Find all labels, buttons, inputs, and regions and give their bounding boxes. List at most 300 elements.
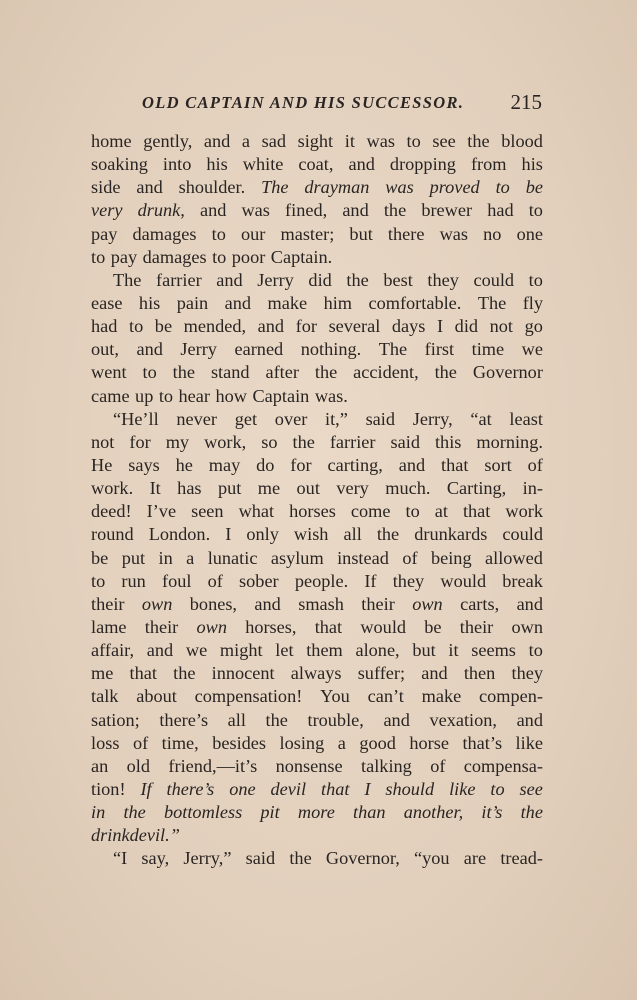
word: Captain [252, 385, 310, 406]
word: and [216, 269, 243, 290]
word: much. [385, 478, 431, 499]
word: they [511, 663, 543, 684]
word: people. [294, 570, 349, 591]
word: the [346, 269, 369, 290]
word: alone, [355, 640, 400, 661]
word: damages [132, 223, 197, 244]
word: after [265, 362, 299, 383]
word: me [257, 478, 281, 499]
word: talking [361, 755, 412, 776]
word: work [505, 501, 543, 522]
word: being [430, 547, 472, 568]
word: that [441, 454, 469, 475]
word: they [427, 269, 459, 290]
word: would [360, 616, 407, 637]
word: at [434, 501, 448, 522]
word: sad [261, 131, 286, 151]
word: first [424, 339, 455, 360]
word: the [265, 709, 288, 730]
word: to [128, 316, 144, 337]
word: all [227, 709, 246, 730]
word: lunatic [207, 547, 258, 568]
word: and [516, 593, 543, 614]
word: pay [110, 246, 138, 267]
word: The [378, 339, 408, 360]
word: only [246, 524, 279, 545]
word: in- [522, 478, 543, 499]
word: old [126, 755, 151, 776]
word: the [289, 848, 312, 869]
word: carting, [327, 454, 383, 475]
word: did [454, 316, 479, 337]
word: work. [91, 478, 134, 499]
word: Jerry [257, 269, 294, 290]
word: The [477, 292, 507, 313]
word: be [154, 316, 173, 337]
word: “at [470, 408, 492, 429]
word: it’s [481, 802, 503, 823]
word: may [208, 454, 241, 475]
word: would [440, 570, 487, 591]
word: pain [176, 292, 209, 313]
word: them [306, 640, 343, 661]
word: horses, [245, 616, 297, 637]
word: sort [484, 454, 512, 475]
word: to [528, 269, 543, 290]
text-line [91, 662, 543, 685]
text-line [91, 801, 543, 824]
word: brewer [421, 200, 473, 221]
word: to [91, 570, 106, 591]
word: says [128, 454, 160, 475]
word: drunkards [414, 524, 488, 545]
text-line [91, 547, 543, 570]
word: a [241, 131, 251, 151]
word: The [113, 269, 142, 290]
word: than [353, 802, 386, 823]
word: pit [260, 802, 280, 823]
word: If [140, 778, 152, 799]
word: the [383, 200, 407, 221]
word: about [136, 686, 177, 707]
word: I’ve [146, 501, 177, 522]
word: devil [270, 778, 307, 799]
word: the [434, 362, 457, 383]
word: my [165, 431, 190, 452]
word: then [463, 663, 496, 684]
word: see [432, 131, 456, 151]
word: white [242, 154, 284, 175]
word: and [348, 154, 375, 175]
word: good [359, 732, 396, 753]
word: we [521, 339, 543, 360]
word: put [217, 478, 242, 499]
word: into [162, 154, 192, 175]
word: it,” [325, 408, 348, 429]
word: and [257, 316, 285, 337]
word: said [365, 408, 396, 429]
word: Governor [472, 362, 543, 383]
word: “He’ll [113, 408, 159, 429]
word: that [320, 778, 350, 799]
word: soaking [91, 154, 148, 175]
word: like [449, 778, 476, 799]
text-line [91, 130, 543, 153]
word: own [141, 593, 173, 614]
word: not [91, 431, 115, 452]
text-line [91, 593, 543, 616]
text-line [91, 361, 543, 384]
page-number: 215 [510, 90, 542, 114]
word: smash [298, 593, 344, 614]
text-line [91, 269, 543, 292]
word: The [261, 177, 289, 198]
word: nothing. [300, 339, 362, 360]
word: him [323, 292, 353, 313]
word: to [405, 501, 420, 522]
word: it [448, 640, 459, 661]
word: no [483, 223, 502, 244]
word: their [459, 616, 494, 637]
word: compensa- [463, 755, 543, 776]
word: was [439, 223, 469, 244]
word: loss [91, 732, 120, 753]
text-line [91, 477, 543, 500]
word: are [463, 848, 487, 869]
text-line [91, 315, 543, 338]
body-text [91, 130, 543, 871]
word: their [91, 593, 125, 614]
word: seen [191, 501, 224, 522]
word: friend,—it’s [168, 755, 258, 776]
word: always [290, 663, 342, 684]
word: to [91, 246, 106, 267]
word: the [173, 663, 196, 684]
text-line [91, 778, 543, 801]
word: of [402, 547, 418, 568]
word: that [462, 501, 491, 522]
word: side [91, 177, 121, 198]
word: the [520, 802, 543, 823]
word: and [203, 131, 231, 151]
word: the [172, 362, 195, 383]
word: and [199, 200, 227, 221]
word: Captain. [270, 246, 333, 267]
word: London. [148, 524, 211, 545]
word: to [211, 223, 226, 244]
word: see [519, 778, 543, 799]
word: never [176, 408, 218, 429]
word: and [383, 709, 410, 730]
word: an [91, 755, 109, 776]
word: in [91, 802, 106, 823]
word: the [292, 431, 315, 452]
word: least [509, 408, 543, 429]
text-line [91, 292, 543, 315]
word: and [398, 454, 426, 475]
word: we [185, 640, 208, 661]
word: and [421, 663, 448, 684]
word: was [241, 200, 270, 221]
word: and [224, 292, 252, 313]
word: You [320, 686, 350, 707]
word: run [121, 570, 146, 591]
word: went [91, 362, 127, 383]
word: stand [210, 362, 250, 383]
word: tion! [91, 778, 126, 799]
word: besides [212, 732, 267, 753]
word: Jerry [180, 339, 217, 360]
word: If [364, 570, 377, 591]
word: bones, [189, 593, 238, 614]
word: said [245, 848, 276, 869]
word: of [527, 454, 543, 475]
word: for [129, 431, 151, 452]
text-line [91, 709, 543, 732]
word: how [215, 385, 247, 406]
word: do [256, 454, 275, 475]
word: compen- [479, 686, 543, 707]
word: I [225, 524, 232, 545]
word: time [471, 339, 505, 360]
word: “I [113, 848, 128, 869]
word: drayman [304, 177, 370, 198]
word: own [412, 593, 443, 614]
word: there [387, 223, 425, 244]
word: for [290, 454, 312, 475]
word: all [343, 524, 362, 545]
word: fined, [285, 200, 328, 221]
word: trouble, [307, 709, 364, 730]
word: say, [141, 848, 170, 869]
word: damages [142, 246, 207, 267]
word: be [525, 177, 543, 198]
word: said [390, 431, 420, 452]
word: I [437, 316, 444, 337]
word: might [219, 640, 263, 661]
word: go [524, 316, 543, 337]
word: did [308, 269, 332, 290]
word: up [135, 385, 154, 406]
word: put [121, 547, 146, 568]
word: bottomless [163, 802, 243, 823]
word: their [361, 593, 395, 614]
word: there’s [166, 778, 215, 799]
word: of [207, 570, 223, 591]
word: in [158, 547, 173, 568]
word: earned [234, 339, 284, 360]
word: mended, [183, 316, 247, 337]
word: and [254, 593, 281, 614]
word: make [267, 292, 308, 313]
text-line [91, 199, 543, 222]
word: he [175, 454, 193, 475]
word: more [297, 802, 335, 823]
word: accident, [353, 362, 419, 383]
word: the [123, 802, 146, 823]
word: horses [289, 501, 336, 522]
word: a [337, 732, 346, 753]
word: had [91, 316, 118, 337]
word: the [314, 362, 338, 383]
word: out [296, 478, 320, 499]
word: to [528, 200, 543, 221]
word: pay [91, 223, 118, 244]
word: over [274, 408, 308, 429]
text-line [91, 847, 543, 870]
word: own [511, 616, 543, 637]
word: out, [91, 339, 119, 360]
word: master; [280, 223, 335, 244]
word: their [144, 616, 179, 637]
word: break [502, 570, 543, 591]
text-line [91, 824, 543, 847]
word: wish [293, 524, 329, 545]
word: best [383, 269, 413, 290]
word: the [376, 524, 400, 545]
word: shoulder. [178, 177, 246, 198]
word: lame [91, 616, 127, 637]
word: deed! [91, 501, 132, 522]
word: another, [403, 802, 464, 823]
word: come [350, 501, 391, 522]
word: to [528, 640, 543, 661]
word: what [238, 501, 275, 522]
word: sight [297, 131, 334, 151]
word: farrier [156, 269, 202, 290]
word: has [177, 478, 202, 499]
word: came [91, 385, 130, 406]
word: can’t [367, 686, 404, 707]
word: a [186, 547, 195, 568]
word: suffer; [357, 663, 406, 684]
text-line [91, 639, 543, 662]
word: days [391, 316, 426, 337]
word: and [136, 177, 163, 198]
word: drink [91, 825, 130, 846]
word: his [521, 154, 543, 175]
text-line [91, 153, 543, 176]
word: ease [91, 292, 123, 313]
word: sation; [91, 709, 140, 730]
page-header [90, 90, 542, 120]
word: from [470, 154, 507, 175]
word: affair, [91, 640, 135, 661]
word: to [212, 246, 227, 267]
word: I [364, 778, 371, 799]
word: to [142, 362, 157, 383]
word: was [366, 131, 395, 151]
word: let [275, 640, 294, 661]
word: that’s [462, 732, 503, 753]
word: morning. [476, 431, 543, 452]
word: home [91, 131, 132, 151]
word: could [473, 269, 515, 290]
word: our [240, 223, 266, 244]
word: very [336, 478, 369, 499]
word: innocent [211, 663, 275, 684]
word: horse [409, 732, 449, 753]
word: blood [501, 131, 543, 151]
word: Jerry, [412, 408, 453, 429]
word: like [515, 732, 543, 753]
text-line [91, 500, 543, 523]
text-line [91, 570, 543, 593]
word: several [328, 316, 381, 337]
word: not [489, 316, 513, 337]
word: they [392, 570, 425, 591]
word: work, [204, 431, 247, 452]
text-line [91, 431, 543, 454]
word: farrier [329, 431, 376, 452]
word: vexation, [429, 709, 497, 730]
word: dropping [389, 154, 456, 175]
word: of [430, 755, 446, 776]
word: his [206, 154, 228, 175]
word: one [229, 778, 256, 799]
word: drunk, [137, 200, 185, 221]
word: make [421, 686, 462, 707]
word: talk [91, 686, 119, 707]
word: It [149, 478, 161, 499]
word: hear [178, 385, 210, 406]
word: proved [429, 177, 480, 198]
word: it [344, 131, 355, 151]
word: He [91, 454, 113, 475]
word: so [261, 431, 278, 452]
word: be [424, 616, 442, 637]
text-line [91, 408, 543, 431]
word: was. [314, 385, 348, 406]
word: his [138, 292, 161, 313]
text-line [91, 385, 543, 408]
word: get [234, 408, 258, 429]
word: was [385, 177, 414, 198]
word: seems [471, 640, 516, 661]
word: “you [414, 848, 450, 869]
word: and [146, 640, 174, 661]
word: round [91, 524, 134, 545]
word: to [490, 778, 505, 799]
word: very [91, 200, 123, 221]
word: to [158, 385, 174, 406]
word: Governor, [325, 848, 400, 869]
word: to [495, 177, 510, 198]
word: Jerry,” [183, 848, 232, 869]
text-line [91, 685, 543, 708]
word: and [516, 709, 543, 730]
word: foul [161, 570, 192, 591]
text-line [91, 223, 543, 246]
text-line [91, 176, 543, 199]
text-line [91, 454, 543, 477]
word: coat, [298, 154, 334, 175]
text-line [91, 616, 543, 639]
word: gently, [143, 131, 193, 151]
word: to [406, 131, 421, 151]
word: one [516, 223, 543, 244]
word: compensation! [194, 686, 303, 707]
word: poor [231, 246, 266, 267]
text-line [91, 246, 543, 269]
word: instead [337, 547, 389, 568]
word: carts, [460, 593, 500, 614]
word: sober [239, 570, 279, 591]
word: allowed [485, 547, 543, 568]
word: of [132, 732, 149, 753]
word: for [295, 316, 317, 337]
word: be [91, 547, 109, 568]
